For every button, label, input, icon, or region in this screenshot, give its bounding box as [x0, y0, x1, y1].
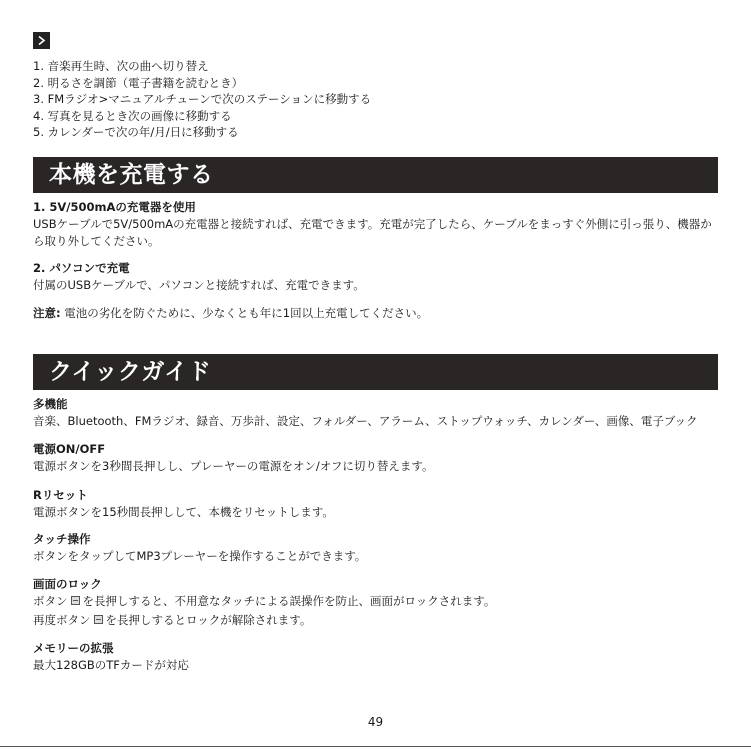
- note-body: 電池の劣化を防ぐために、少なくとも年に1回以上充電してください。: [60, 306, 429, 320]
- list-item: 3. FMラジオ>マニュアルチューンで次のステーションに移動する: [33, 92, 372, 106]
- lock-button-icon: [94, 615, 103, 624]
- reset-section: [33, 487, 723, 521]
- touch-heading: タッチ操作: [33, 532, 91, 546]
- chevron-right-icon: [33, 32, 50, 49]
- pc-charging-body: 付属のUSBケーブルで、パソコンと接続すれば、充電できます。: [33, 278, 365, 292]
- pc-charging-heading: 2. パソコンで充電: [33, 261, 130, 275]
- pc-charging-section: [33, 260, 723, 294]
- screen-lock-section: 画面のロック ボタン を長押しすると、不用意なタッチによる誤操作を防止、画面がロックされます。 再度ボタン を長押しするとロックが解除されます。: [33, 576, 723, 629]
- memory-body: 最大128GBのTFカードが対応: [33, 658, 189, 672]
- list-item: 5. カレンダーで次の年/月/日に移動する: [33, 125, 239, 139]
- multi-function-body: 音楽、Bluetooth、FMラジオ、録音、万歩計、設定、フォルダー、アラーム、ストップウォッチ、カレンダー、画像、電子ブック: [33, 414, 698, 428]
- charger-heading: 1. 5V/500mAの充電器を使用: [33, 200, 196, 214]
- charger-body: USBケーブルで5V/500mAの充電器と接続すれば、充電できます。充電が完了したら、ケーブルをまっすぐ外側に引っ張り、機器から取り外してください。: [33, 217, 712, 248]
- touch-body: ボタンをタップしてMP3プレーヤーを操作することができます。: [33, 549, 367, 563]
- touch-section: [33, 531, 723, 565]
- page-number: 49: [367, 715, 384, 729]
- note-label: 注意:: [33, 306, 61, 320]
- reset-heading: Rリセット: [33, 488, 88, 502]
- list-item: 1. 音楽再生時、次の曲へ切り替え: [33, 59, 209, 73]
- charging-section: [33, 199, 723, 250]
- reset-body: 電源ボタンを15秒間長押しして、本機をリセットします。: [33, 505, 334, 519]
- list-item: 2. 明るさを調節（電子書籍を読むとき）: [33, 75, 244, 90]
- bottom-divider: [0, 746, 751, 747]
- memory-section: [33, 640, 723, 674]
- memory-heading: メモリーの拡張: [33, 641, 114, 655]
- multi-function-section: [33, 396, 723, 430]
- quick-guide-title: クイックガイド: [33, 354, 718, 390]
- charging-note: [33, 305, 723, 322]
- lock-button-icon: [71, 596, 80, 605]
- power-section: [33, 441, 723, 475]
- multi-function-heading: 多機能: [33, 397, 68, 411]
- button-function-list: [33, 58, 371, 141]
- charging-section-title: 本機を充電する: [33, 157, 718, 193]
- power-body: 電源ボタンを3秒間長押しし、プレーヤーの電源をオン/オフに切り替えます。: [33, 459, 434, 473]
- power-heading: 電源ON/OFF: [33, 442, 106, 456]
- screen-lock-heading: 画面のロック: [33, 577, 102, 591]
- list-item: 4. 写真を見るとき次の画像に移動する: [33, 108, 232, 123]
